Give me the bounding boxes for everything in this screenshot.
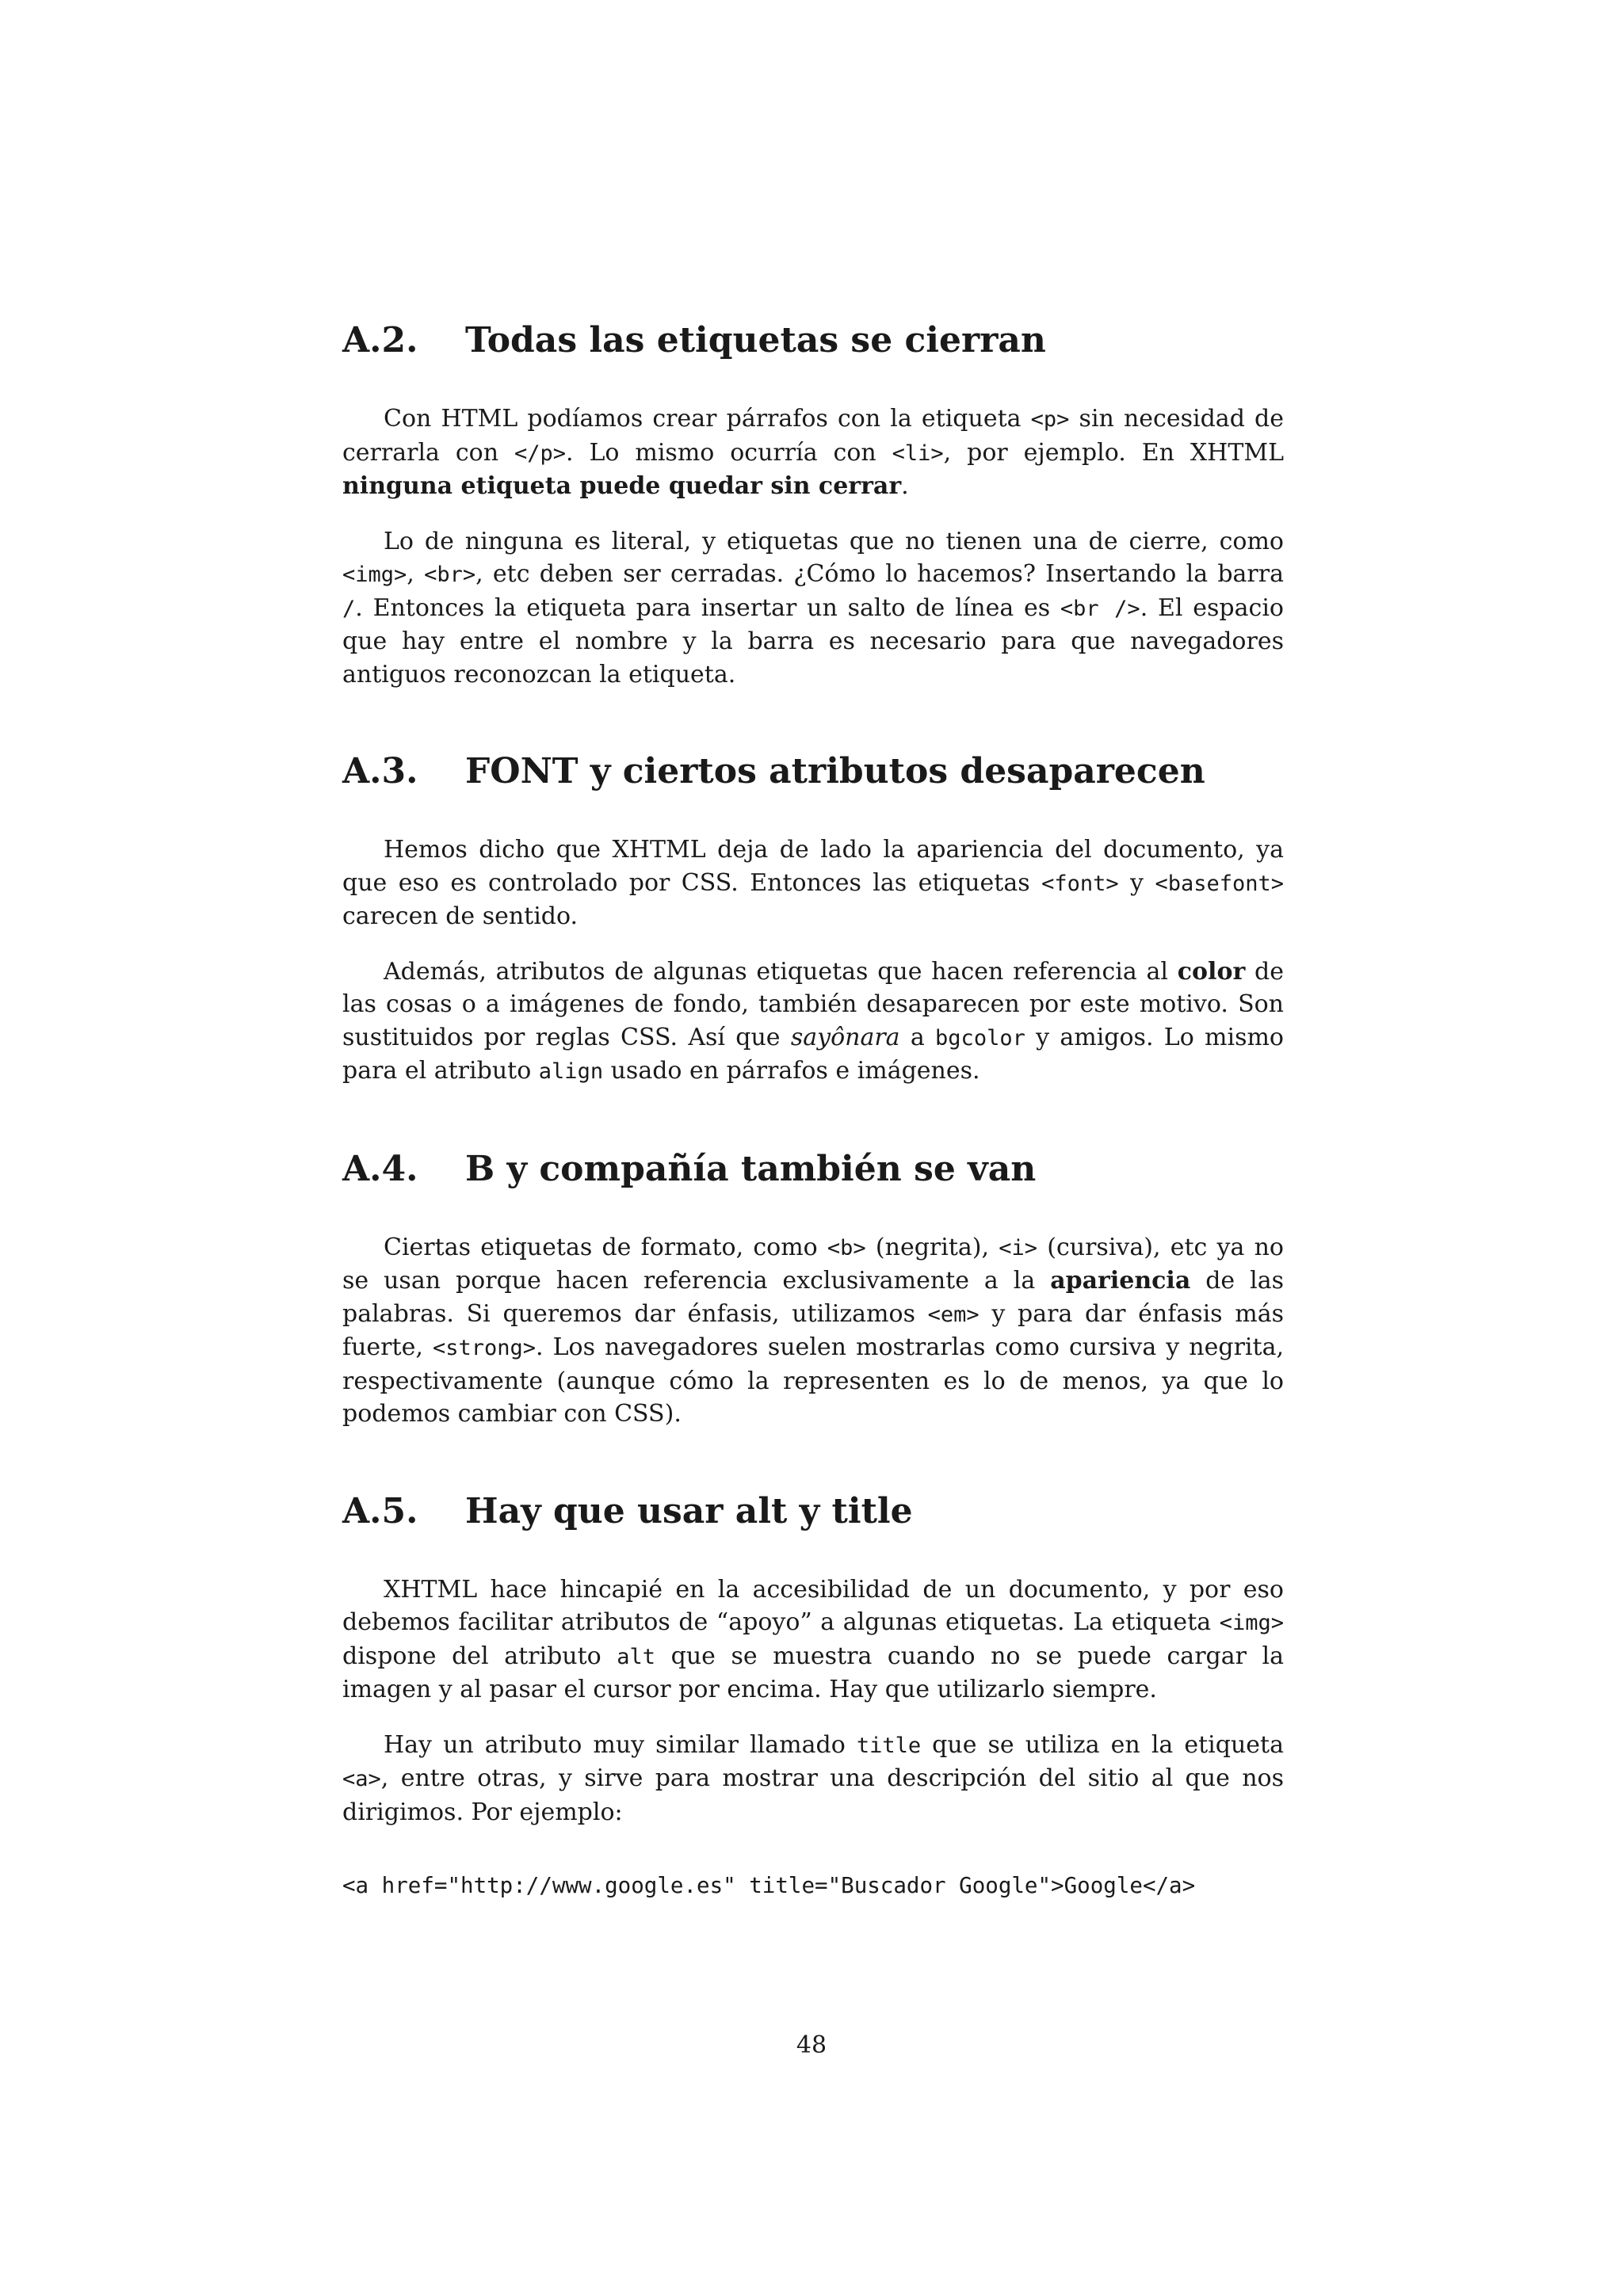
inline-code: <b> — [827, 1235, 866, 1261]
section-a3 — [342, 748, 1284, 1089]
text-run: sin necesidad de cerrarla con — [342, 405, 1284, 467]
inline-code: </p> — [514, 441, 567, 466]
text-run: que se utiliza en la etiqueta — [921, 1730, 1284, 1759]
section-a5 — [342, 1488, 1284, 1902]
text-run: Hemos dicho que XHTML deja de lado la apariencia del documento, ya que eso es controlado por CSS. Entonces las etiquetas — [342, 836, 1284, 897]
bold-text: ninguna etiqueta puede quedar sin cerrar — [342, 472, 902, 500]
page-number: 48 — [796, 2031, 827, 2059]
section-number: A.2. — [342, 320, 418, 360]
code-example: <a href="http://www.google.es" title="Buscador Google">Google</a> — [342, 1873, 1196, 1898]
text-run: a — [899, 1023, 936, 1051]
inline-code: alt — [617, 1644, 656, 1669]
paragraph — [342, 1231, 1284, 1431]
text-run: . Lo mismo ocurría con — [566, 438, 892, 467]
inline-code: <em> — [927, 1302, 980, 1327]
section-title: FONT y ciertos atributos desaparecen — [465, 751, 1205, 791]
text-run: Con HTML podíamos crear párrafos con la etiqueta — [384, 405, 1031, 433]
section-number: A.4. — [342, 1148, 418, 1189]
page-content — [342, 317, 1284, 1901]
inline-code: <br /> — [1060, 596, 1140, 621]
inline-code: <basefont> — [1155, 871, 1284, 896]
inline-code: <i> — [999, 1235, 1038, 1261]
section-heading — [342, 317, 1284, 364]
text-run: , entre otras, y sirve para mostrar una descripción del sitio al que nos dirigimos. Por ejemplo: — [342, 1764, 1284, 1826]
text-run: carecen de sentido. — [342, 902, 579, 930]
bold-text: color — [1177, 957, 1246, 986]
text-run: . El espacio que hay entre el nombre y la barra es necesario para que navegadores antiguos reconozcan la etiqueta. — [342, 593, 1284, 688]
inline-code: <strong> — [432, 1336, 536, 1360]
section-number: A.5. — [342, 1490, 418, 1531]
text-run: que se muestra cuando no se puede cargar la imagen y al pasar el cursor por encima. Hay que utilizarlo siempre. — [342, 1642, 1284, 1703]
text-run: , etc deben ser cerradas. ¿Cómo lo hacemos? Insertando la barra — [475, 560, 1284, 588]
text-run: y — [1118, 868, 1155, 897]
text-run: , por ejemplo. En XHTML — [943, 438, 1284, 467]
section-a4 — [342, 1146, 1284, 1431]
paragraph — [342, 1573, 1284, 1707]
text-run: de las cosas o a imágenes de fondo, también desaparecen por este motivo. Son sustituidos por reglas CSS. Así que — [342, 957, 1284, 1051]
section-title: Hay que usar alt y title — [465, 1490, 913, 1531]
text-run: XHTML hace hincapié en la accesibilidad de un documento, y por eso debemos facilitar atributos de “apoyo” a algunas etiquetas. La etiqueta — [342, 1575, 1284, 1636]
section-heading — [342, 1146, 1284, 1193]
inline-code: <img> — [342, 563, 407, 587]
inline-code: <p> — [1030, 407, 1070, 432]
paragraph — [342, 955, 1284, 1089]
section-heading — [342, 1488, 1284, 1535]
section-title: Todas las etiquetas se cierran — [465, 320, 1046, 360]
text-run: , — [407, 560, 425, 588]
section-number: A.3. — [342, 751, 418, 791]
inline-code: title — [856, 1733, 922, 1758]
text-run: y para dar énfasis más fuerte, — [342, 1299, 1284, 1361]
inline-code: <font> — [1041, 871, 1119, 896]
text-run: (cursiva), etc ya no se usan porque hacen referencia exclusivamente a la — [342, 1233, 1284, 1295]
paragraph — [342, 833, 1284, 933]
paragraph — [342, 402, 1284, 503]
inline-code: <li> — [892, 441, 944, 466]
text-run: . Los navegadores suelen mostrarlas como cursiva y negrita, respectivamente (aunque cómo la representen es lo de menos, ya que lo podemos cambiar con CSS). — [342, 1333, 1284, 1428]
inline-code: <a> — [342, 1767, 381, 1791]
inline-code: / — [342, 596, 356, 621]
text-run: . Entonces la etiqueta para insertar un salto de línea es — [355, 593, 1060, 622]
text-run: Además, atributos de algunas etiquetas que hacen referencia al — [384, 957, 1178, 986]
paragraph — [342, 525, 1284, 692]
paragraph — [342, 1729, 1284, 1829]
section-title: B y compañía también se van — [465, 1148, 1037, 1189]
text-run: y amigos. Lo mismo para el atributo — [342, 1023, 1284, 1085]
section-a2 — [342, 317, 1284, 691]
inline-code: bgcolor — [935, 1025, 1025, 1051]
text-run: usado en párrafos e imágenes. — [603, 1057, 980, 1085]
text-run: (negrita), — [865, 1233, 999, 1261]
italic-text: sayônara — [790, 1023, 900, 1051]
text-run: dispone del atributo — [342, 1642, 617, 1670]
text-run: Ciertas etiquetas de formato, como — [384, 1233, 827, 1261]
section-heading — [342, 748, 1284, 795]
text-run: Hay un atributo muy similar llamado — [384, 1730, 857, 1759]
text-run: . — [901, 472, 909, 500]
inline-code: <img> — [1219, 1611, 1284, 1635]
inline-code: <br> — [424, 563, 476, 587]
inline-code: align — [538, 1059, 604, 1084]
text-run: Lo de ninguna es literal, y etiquetas que no tienen una de cierre, como — [384, 527, 1284, 555]
text-run: de las palabras. Si queremos dar énfasis, utilizamos — [342, 1267, 1284, 1328]
bold-text: apariencia — [1050, 1267, 1191, 1295]
